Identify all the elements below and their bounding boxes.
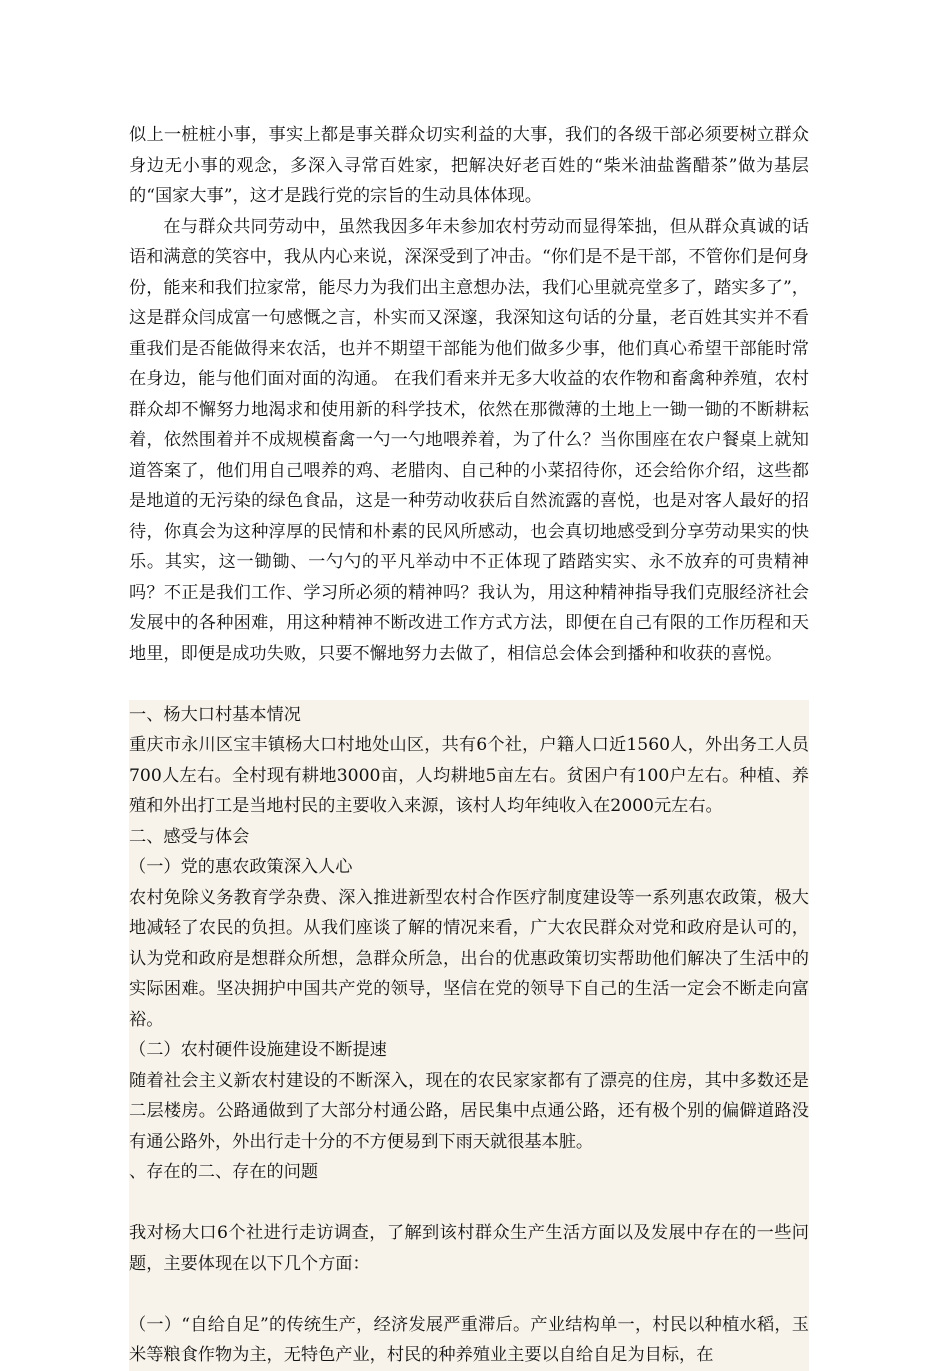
paragraph-village-info: 重庆市永川区宝丰镇杨大口村地处山区，共有6个社，户籍人口近1560人，外出务工人员700人左右。全村现有耕地3000亩，人均耕地5亩左右。贫困户有100户左右。种植、养殖和外出打工是当地村民的主要收入来源，该村人均年纯收入在2000元左右。 — [129, 730, 809, 822]
heading-problems: 、存在的二、存在的问题 — [129, 1157, 809, 1188]
paragraph-1: 似上一桩桩小事，事实上都是事关群众切实利益的大事，我们的各级干部必须要树立群众身边无小事的观念，多深入寻常百姓家，把解决好老百姓的“柴米油盐酱醋茶”做为基层的“国家大事”，这才是践行党的宗旨的生动具体体现。 — [129, 125, 809, 206]
paragraph-2: 在与群众共同劳动中，虽然我因多年未参加农村劳动而显得笨拙，但从群众真诚的话语和满意的笑容中，我从内心来说，深深受到了冲击。“你们是不是干部，不管你们是何身份，能来和我们拉家常，能尽力为我们出主意想办法，我们心里就亮堂多了，踏实多了”，这是群众闫成富一句感慨之言，朴实而又深邃，我深知这句话的分量，老百姓其实并不看重我们是否能做得来农活，也并不期望干部能为他们做多少事，他们真心希望干部能时常在身边，能与他们面对面的沟通。 在我们看来并无多大收益的农作物和畜禽种养殖，农村群众却不懈努力地渴求和使用新的科学技术，依然在那微薄的土地上一锄一锄的不断耕耘着，依然围着并不成规模畜禽一勺一勺地喂养着，为了什么？当你围座在农户餐桌上就知道答案了，他们用自己喂养的鸡、老腊肉、自己种的小菜招待你，还会给你介绍，这些都是地道的无污染的绿色食品，这是一种劳动收获后自然流露的喜悦，也是对客人最好的招待，你真会为这种淳厚的民情和朴素的民风所感动，也会真切地感受到分享劳动果实的快乐。其实，这一锄锄、一勺勺的平凡举动中不正体现了踏踏实实、永不放弃的可贵精神吗？不正是我们工作、学习所必须的精神吗？我认为，用这种精神指导我们克服经济社会发展中的各种困难，用这种精神不断改进工作方式方法，即便在自己有限的工作历程和天地里，即便是成功失败，只要不懈地努力去做了，相信总会体会到播种和收获的喜悦。 — [129, 216, 809, 664]
paragraph-survey: 我对杨大口6个社进行走访调查，了解到该村群众生产生活方面以及发展中存在的一些问题，主要体现在以下几个方面： — [129, 1218, 809, 1279]
subheading-policy: （一）党的惠农政策深入人心 — [129, 852, 809, 883]
blank-line — [129, 1279, 809, 1310]
heading-village-info: 一、杨大口村基本情况 — [129, 700, 809, 731]
blank-line — [129, 669, 809, 700]
paragraph-traditional-production: （一）“自给自足”的传统生产，经济发展严重滞后。产业结构单一，村民以种植水稻，玉米等粮食作物为主，无特色产业，村民的种养殖业主要以自给自足为目标，在 — [129, 1310, 809, 1371]
subheading-infrastructure: （二）农村硬件设施建设不断提速 — [129, 1035, 809, 1066]
blank-line — [129, 1188, 809, 1219]
paragraph-infrastructure: 随着社会主义新农村建设的不断深入，现在的农民家家都有了漂亮的住房，其中多数还是二层楼房。公路通做到了大部分村通公路，居民集中点通公路，还有极个别的偏僻道路没有通公路外，外出行走十分的不方便易到下雨天就很基本脏。 — [129, 1066, 809, 1158]
paragraph-policy: 农村免除义务教育学杂费、深入推进新型农村合作医疗制度建设等一系列惠农政策，极大地减轻了农民的负担。从我们座谈了解的情况来看，广大农民群众对党和政府是认可的，认为党和政府是想群众所想，急群众所急，出台的优惠政策切实帮助他们解决了生活中的实际困难。坚决拥护中国共产党的领导，坚信在党的领导下自己的生活一定会不断走向富裕。 — [129, 883, 809, 1036]
document-body — [129, 120, 809, 1371]
heading-feelings: 二、感受与体会 — [129, 822, 809, 853]
